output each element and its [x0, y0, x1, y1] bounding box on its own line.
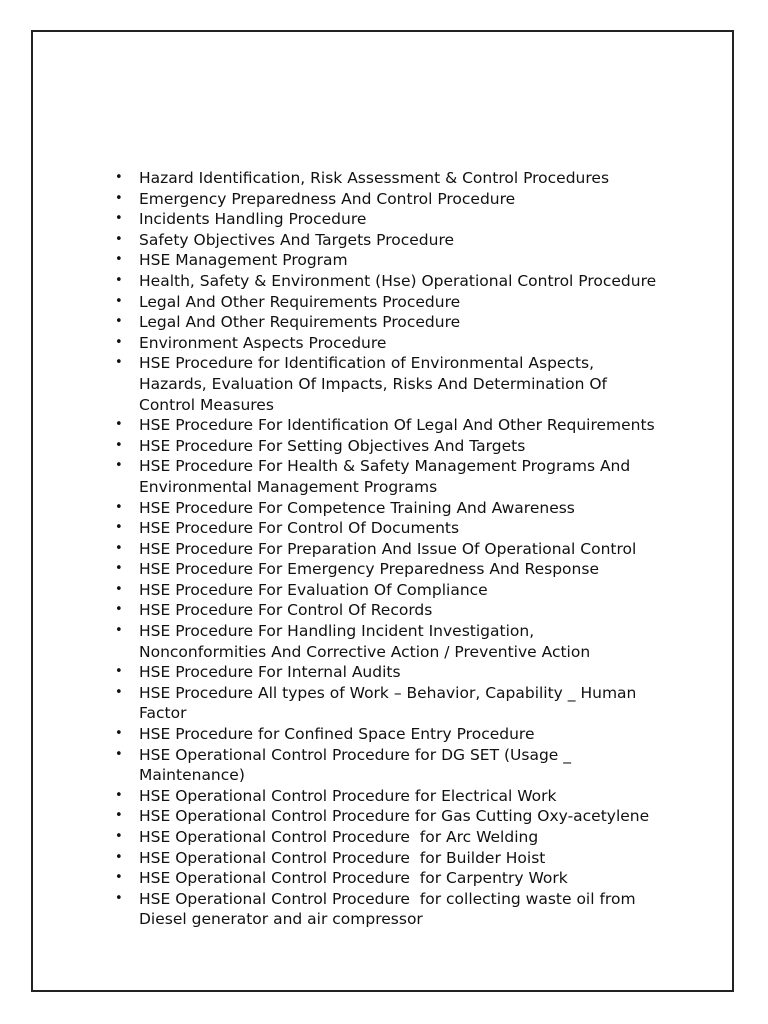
list-item-text: Hazard Identification, Risk Assessment & Control Procedures — [139, 169, 610, 187]
list-item — [108, 724, 688, 745]
bullet-icon: • — [115, 417, 123, 433]
bullet-icon: • — [115, 293, 123, 309]
bullet-icon: • — [115, 314, 123, 330]
bullet-icon: • — [115, 211, 123, 227]
bullet-icon: • — [115, 849, 123, 865]
list-item-text: Legal And Other Requirements Procedure — [139, 292, 461, 311]
list-item — [108, 292, 688, 313]
list-item-text: HSE Procedure For Evaluation Of Compliance — [139, 580, 488, 599]
bullet-icon: • — [115, 170, 123, 185]
list-item-text: HSE Management Program — [139, 251, 348, 270]
list-item-text: HSE Operational Control Procedure for Gas Cutting Oxy-acetylene — [139, 807, 650, 826]
list-item-text: HSE Procedure For Health & Safety Management Programs And Environmental Management Programs — [139, 457, 631, 496]
list-item — [108, 786, 688, 807]
bullet-icon: • — [115, 272, 123, 288]
list-item-text: HSE Procedure For Handling Incident Investigation, Nonconformities And Corrective Action / Preventive Action — [139, 622, 591, 661]
bullet-icon: • — [115, 684, 123, 700]
list-item — [108, 539, 688, 560]
list-item — [108, 271, 688, 292]
bullet-icon: • — [115, 808, 123, 824]
list-item-text: HSE Procedure For Preparation And Issue Of Operational Control — [139, 539, 637, 558]
list-item — [108, 189, 688, 210]
list-item-text: HSE Operational Control Procedure for Arc Welding — [139, 828, 539, 846]
bullet-icon: • — [115, 540, 123, 556]
bullet-icon: • — [115, 581, 123, 597]
bullet-icon: • — [115, 520, 123, 536]
list-item-text: Incidents Handling Procedure — [139, 210, 367, 229]
list-item — [108, 683, 688, 724]
bullet-icon: • — [115, 561, 123, 577]
list-item-text: Environment Aspects Procedure — [139, 333, 387, 352]
bullet-icon: • — [115, 190, 123, 206]
bullet-icon: • — [115, 829, 123, 844]
list-item-text: HSE Operational Control Procedure for Electrical Work — [139, 786, 557, 805]
list-item-text: Safety Objectives And Targets Procedure — [139, 230, 455, 249]
list-item — [108, 498, 688, 519]
list-item-text: HSE Procedure For Competence Training And Awareness — [139, 498, 575, 517]
list-item-text: HSE Operational Control Procedure for DG SET (Usage _ Maintenance) — [139, 745, 572, 785]
list-item-text: HSE Procedure For Identification Of Legal And Other Requirements — [139, 416, 655, 435]
list-item-text: HSE Procedure For Emergency Preparedness And Response — [139, 560, 599, 579]
list-item — [108, 848, 688, 869]
bullet-icon: • — [115, 602, 123, 618]
list-item — [108, 456, 688, 497]
list-item-text: HSE Procedure For Control Of Records — [139, 601, 433, 620]
list-item-text: HSE Operational Control Procedure for Builder Hoist — [139, 848, 546, 867]
bullet-icon: • — [115, 437, 123, 453]
list-item — [108, 436, 688, 457]
list-item — [108, 250, 688, 271]
list-item-text: Legal And Other Requirements Procedure — [139, 313, 461, 332]
list-item — [108, 827, 688, 848]
list-item-text: HSE Operational Control Procedure for collecting waste oil from Diesel generator and air compressor — [139, 889, 636, 929]
list-item-text: HSE Procedure All types of Work – Behavior, Capability _ Human Factor — [139, 683, 637, 723]
bullet-icon: • — [115, 890, 123, 906]
list-item — [108, 600, 688, 621]
list-item — [108, 168, 688, 189]
list-item — [108, 333, 688, 354]
bullet-icon: • — [115, 623, 123, 639]
list-item — [108, 209, 688, 230]
list-item — [108, 621, 688, 662]
bullet-icon: • — [115, 252, 123, 268]
list-item-text: Emergency Preparedness And Control Procedure — [139, 189, 516, 208]
list-item — [108, 353, 688, 415]
list-item-text: HSE Procedure for Identification of Environmental Aspects, Hazards, Evaluation Of Impacts, Risks And Determination Of Control Measures — [139, 354, 607, 414]
list-item-text: HSE Procedure For Internal Audits — [139, 663, 401, 682]
list-item-text: HSE Operational Control Procedure for Carpentry Work — [139, 869, 568, 888]
bullet-icon: • — [115, 355, 123, 371]
list-item — [108, 312, 688, 333]
bullet-icon: • — [115, 746, 123, 762]
list-item-text: HSE Procedure For Setting Objectives And Targets — [139, 436, 526, 455]
bullet-icon: • — [115, 870, 123, 886]
list-item — [108, 662, 688, 683]
list-item — [108, 889, 688, 930]
procedure-list — [108, 168, 688, 930]
list-item — [108, 415, 688, 436]
list-item — [108, 230, 688, 251]
list-item-text: Health, Safety & Environment (Hse) Operational Control Procedure — [139, 271, 657, 290]
bullet-icon: • — [115, 664, 123, 680]
list-item-text: HSE Procedure for Confined Space Entry Procedure — [139, 725, 535, 744]
list-item — [108, 806, 688, 827]
bullet-icon: • — [115, 458, 123, 474]
bullet-icon: • — [115, 499, 123, 515]
list-item — [108, 559, 688, 580]
list-item — [108, 745, 688, 786]
bullet-icon: • — [115, 787, 123, 803]
list-item — [108, 868, 688, 889]
list-item-text: HSE Procedure For Control Of Documents — [139, 519, 460, 538]
bullet-icon: • — [115, 726, 123, 742]
list-item — [108, 580, 688, 601]
list-item — [108, 518, 688, 539]
bullet-icon: • — [115, 334, 123, 350]
bullet-icon: • — [115, 231, 123, 247]
